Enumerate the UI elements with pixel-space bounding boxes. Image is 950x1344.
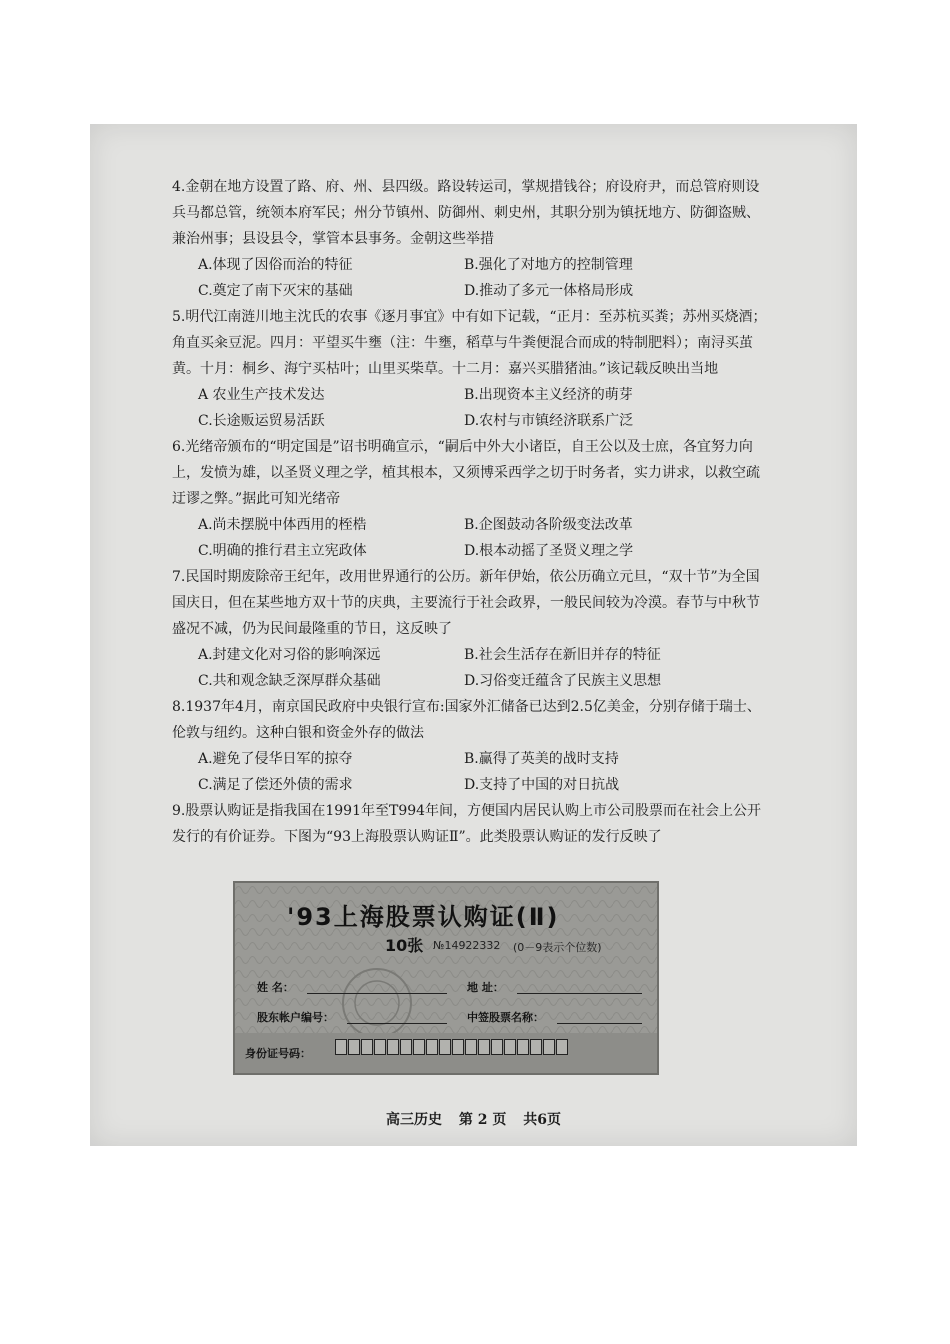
options [172, 382, 772, 434]
address-line [517, 993, 642, 994]
option-c: C.满足了偿还外债的需求 [198, 777, 353, 793]
id-number-boxes [335, 1039, 569, 1055]
id-digit-box [478, 1039, 490, 1055]
question-8 [172, 694, 772, 798]
certificate-note: (0－9表示个位数) [513, 941, 602, 954]
option-b: B.赢得了英美的战时支持 [464, 751, 619, 767]
footer-page-number: 第 2 页 [458, 1112, 507, 1128]
certificate-count: 10张 [385, 936, 424, 955]
question-7 [172, 564, 772, 694]
option-c: C.奠定了南下灭宋的基础 [198, 283, 353, 299]
id-digit-box [504, 1039, 516, 1055]
id-digit-box [439, 1039, 451, 1055]
option-a: A.体现了因俗而治的特征 [198, 257, 353, 273]
options [172, 512, 772, 564]
id-number-label: 身份证号码： [245, 1047, 311, 1060]
id-digit-box [426, 1039, 438, 1055]
id-digit-box [374, 1039, 386, 1055]
page-footer [90, 1109, 857, 1129]
option-a: A.封建文化对习俗的影响深远 [198, 647, 381, 663]
options [172, 642, 772, 694]
question-stem: 8.1937年4月，南京国民政府中央银行宣布:国家外汇储备已达到2.5亿美金，分别存储于瑞士、伦敦与纽约。这种白银和资金外存的做法 [172, 699, 761, 741]
id-digit-box [387, 1039, 399, 1055]
option-b: B.强化了对地方的控制管理 [464, 257, 633, 273]
option-c: C.共和观念缺乏深厚群众基础 [198, 673, 381, 689]
question-list [172, 174, 772, 850]
id-digit-box [335, 1039, 347, 1055]
option-b: B.企图鼓动各阶级变法改革 [464, 517, 633, 533]
option-a: A 农业生产技术发达 [198, 387, 325, 403]
account-label: 股东帐户编号： [257, 1011, 334, 1024]
address-label: 地 址： [467, 981, 504, 994]
option-a: A.尚未摆脱中体西用的桎梏 [198, 517, 367, 533]
option-d: D.根本动摇了圣贤义理之学 [464, 543, 634, 559]
footer-subject: 高三历史 [386, 1112, 442, 1128]
option-a: A.避免了侵华日军的掠夺 [198, 751, 353, 767]
certificate-title: '93上海股票认购证(Ⅱ) [287, 903, 560, 931]
id-digit-box [543, 1039, 555, 1055]
question-9 [172, 798, 772, 850]
exam-page [90, 124, 857, 1146]
question-5 [172, 304, 772, 434]
id-digit-box [452, 1039, 464, 1055]
agent-line [557, 1023, 642, 1024]
option-c: C.明确的推行君主立宪政体 [198, 543, 367, 559]
account-line [347, 1023, 447, 1024]
id-digit-box [465, 1039, 477, 1055]
question-stem: 5.明代江南涟川地主沈氏的农事《逐月事宜》中有如下记载，“正月：至苏杭买粪；苏州买烧酒；角直买籴豆泥。四月：平望买牛壅（注：牛壅，稻草与牛粪便混合而成的特制肥料）；南浔买茧黄。十月：桐乡、海宁买枯叶；山里买柴草。十二月：嘉兴买腊猪油。”该记载反映出当地 [172, 309, 767, 377]
id-digit-box [413, 1039, 425, 1055]
stock-subscription-certificate-image [233, 881, 659, 1075]
option-d: D.支持了中国的对日抗战 [464, 777, 620, 793]
options [172, 252, 772, 304]
question-6 [172, 434, 772, 564]
id-digit-box [348, 1039, 360, 1055]
option-d: D.推动了多元一体格局形成 [464, 283, 634, 299]
id-digit-box [400, 1039, 412, 1055]
option-b: B.出现资本主义经济的萌芽 [464, 387, 633, 403]
name-label: 姓 名： [257, 981, 294, 994]
agent-label: 中签股票名称： [467, 1011, 544, 1024]
option-c: C.长途贩运贸易活跃 [198, 413, 325, 429]
question-stem: 4.金朝在地方设置了路、府、州、县四级。路设转运司，掌规措钱谷；府设府尹，而总管府则设兵马都总管，统领本府军民；州分节镇州、防御州、刺史州，其职分别为镇抚地方、防御盗贼、兼治州事；县设县令，掌管本县事务。金朝这些举措 [172, 179, 760, 247]
question-4 [172, 174, 772, 304]
question-stem: 7.民国时期废除帝王纪年，改用世界通行的公历。新年伊始，依公历确立元旦，“双十节”为全国国庆日，但在某些地方双十节的庆典，主要流行于社会政界，一般民间较为冷漠。春节与中秋节盛况不减，仍为民间最隆重的节日，这反映了 [172, 569, 760, 637]
id-digit-box [556, 1039, 568, 1055]
certificate-serial: №14922332 [433, 939, 501, 952]
option-d: D.习俗变迁蕴含了民族主义思想 [464, 673, 662, 689]
name-line [307, 993, 447, 994]
id-digit-box [530, 1039, 542, 1055]
id-digit-box [517, 1039, 529, 1055]
question-stem: 9.股票认购证是指我国在1991年至T994年间，方便国内居民认购上市公司股票而在社会上公开发行的有价证券。下图为“93上海股票认购证Ⅱ”。此类股票认购证的发行反映了 [172, 803, 762, 845]
option-b: B.社会生活存在新旧并存的特征 [464, 647, 661, 663]
id-digit-box [361, 1039, 373, 1055]
options [172, 746, 772, 798]
footer-total-pages: 共6页 [523, 1112, 561, 1128]
question-stem: 6.光绪帝颁布的“明定国是”诏书明确宣示，“嗣后中外大小诸臣，自王公以及士庶，各宜努力向上，发愤为雄，以圣贤义理之学，植其根本，又须博采西学之切于时务者，实力讲求，以救空疏迂谬之弊。”据此可知光绪帝 [172, 439, 760, 507]
option-d: D.农村与市镇经济联系广泛 [464, 413, 634, 429]
id-digit-box [491, 1039, 503, 1055]
